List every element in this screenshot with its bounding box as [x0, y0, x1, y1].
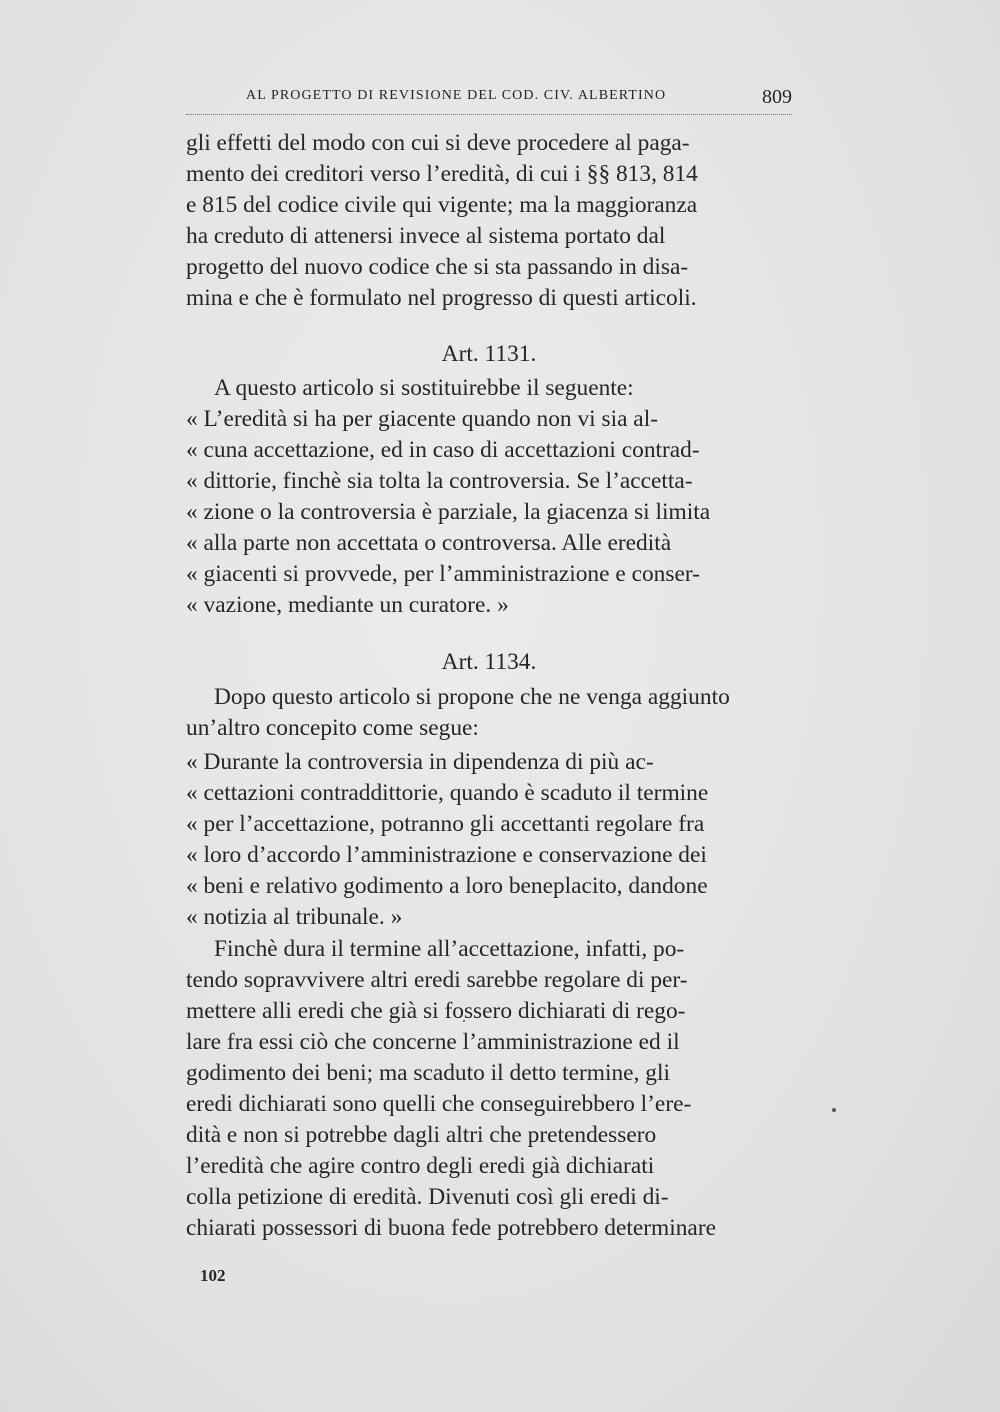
text-line: mento dei creditori verso l’eredità, di cui i §§ 813, 814 — [186, 161, 698, 187]
running-head — [246, 86, 792, 114]
quoted-line: « loro d’accordo l’amministrazione e conservazione dei — [186, 842, 707, 868]
quoted-line: « zione o la controversia è parziale, la giacenza si limita — [186, 499, 711, 525]
text-line: lare fra essi ciò che concerne l’amministrazione ed il — [186, 1029, 680, 1055]
quoted-line: « beni e relativo godimento a loro beneplacito, dandone — [186, 873, 708, 899]
text-line: mina e che è formulato nel progresso di questi articoli. — [186, 285, 697, 311]
text-line: ha creduto di attenersi invece al sistema portato dal — [186, 223, 666, 249]
text-line: un’altro concepito come segue: — [186, 715, 479, 741]
quoted-line: « dittorie, finchè sia tolta la controversia. Se l’accetta- — [186, 468, 693, 494]
article-heading: Art. 1134. — [441, 649, 537, 675]
text-line: Dopo questo articolo si propone che ne venga aggiunto — [214, 684, 730, 710]
header-rule — [186, 114, 792, 115]
text-line: gli effetti del modo con cui si deve procedere al paga- — [186, 130, 690, 156]
page-number: 809 — [762, 86, 792, 108]
quoted-line: « vazione, mediante un curatore. » — [186, 592, 509, 618]
text-line: l’eredità che agire contro degli eredi già dichiarati — [186, 1153, 655, 1179]
running-head-title: AL PROGETTO DI REVISIONE DEL COD. CIV. ALBERTINO — [246, 88, 667, 103]
ink-speck — [832, 1108, 836, 1112]
quoted-line: « L’eredità si ha per giacente quando non vi sia al- — [186, 406, 658, 432]
quoted-line: « alla parte non accettata o controversa. Alle eredità — [186, 530, 672, 556]
quoted-line: « cettazioni contraddittorie, quando è scaduto il termine — [186, 780, 709, 806]
quoted-line: « notizia al tribunale. » — [186, 904, 403, 930]
text-line: Finchè dura il termine all’accettazione, infatti, po- — [214, 936, 685, 962]
quoted-line: « cuna accettazione, ed in caso di accettazioni contrad- — [186, 437, 700, 463]
text-line: tendo sopravvivere altri eredi sarebbe regolare di per- — [186, 967, 688, 993]
text-line: chiarati possessori di buona fede potrebbero determinare — [186, 1215, 716, 1241]
quoted-line: « Durante la controversia in dipendenza di più ac- — [186, 749, 654, 775]
text-line: A questo articolo si sostituirebbe il seguente: — [214, 375, 634, 401]
quoted-line: « giacenti si provvede, per l’amministrazione e conser- — [186, 561, 700, 587]
text-line: eredi dichiarati sono quelli che conseguirebbero l’ere- — [186, 1091, 692, 1117]
quoted-line: « per l’accettazione, potranno gli accettanti regolare fra — [186, 811, 705, 837]
text-line: progetto del nuovo codice che si sta passando in disa- — [186, 254, 689, 280]
text-line: dità e non si potrebbe dagli altri che pretendessero — [186, 1122, 657, 1148]
text-line: mettere alli eredi che già si fossero dichiarati di rego- — [186, 998, 686, 1024]
text-line: godimento dei beni; ma scaduto il detto termine, gli — [186, 1060, 670, 1086]
text-line: e 815 del codice civile qui vigente; ma la maggioranza — [186, 192, 698, 218]
text-line: colla petizione di eredità. Divenuti così gli eredi di- — [186, 1184, 669, 1210]
article-heading: Art. 1131. — [441, 341, 537, 367]
signature-mark: 102 — [200, 1266, 226, 1285]
